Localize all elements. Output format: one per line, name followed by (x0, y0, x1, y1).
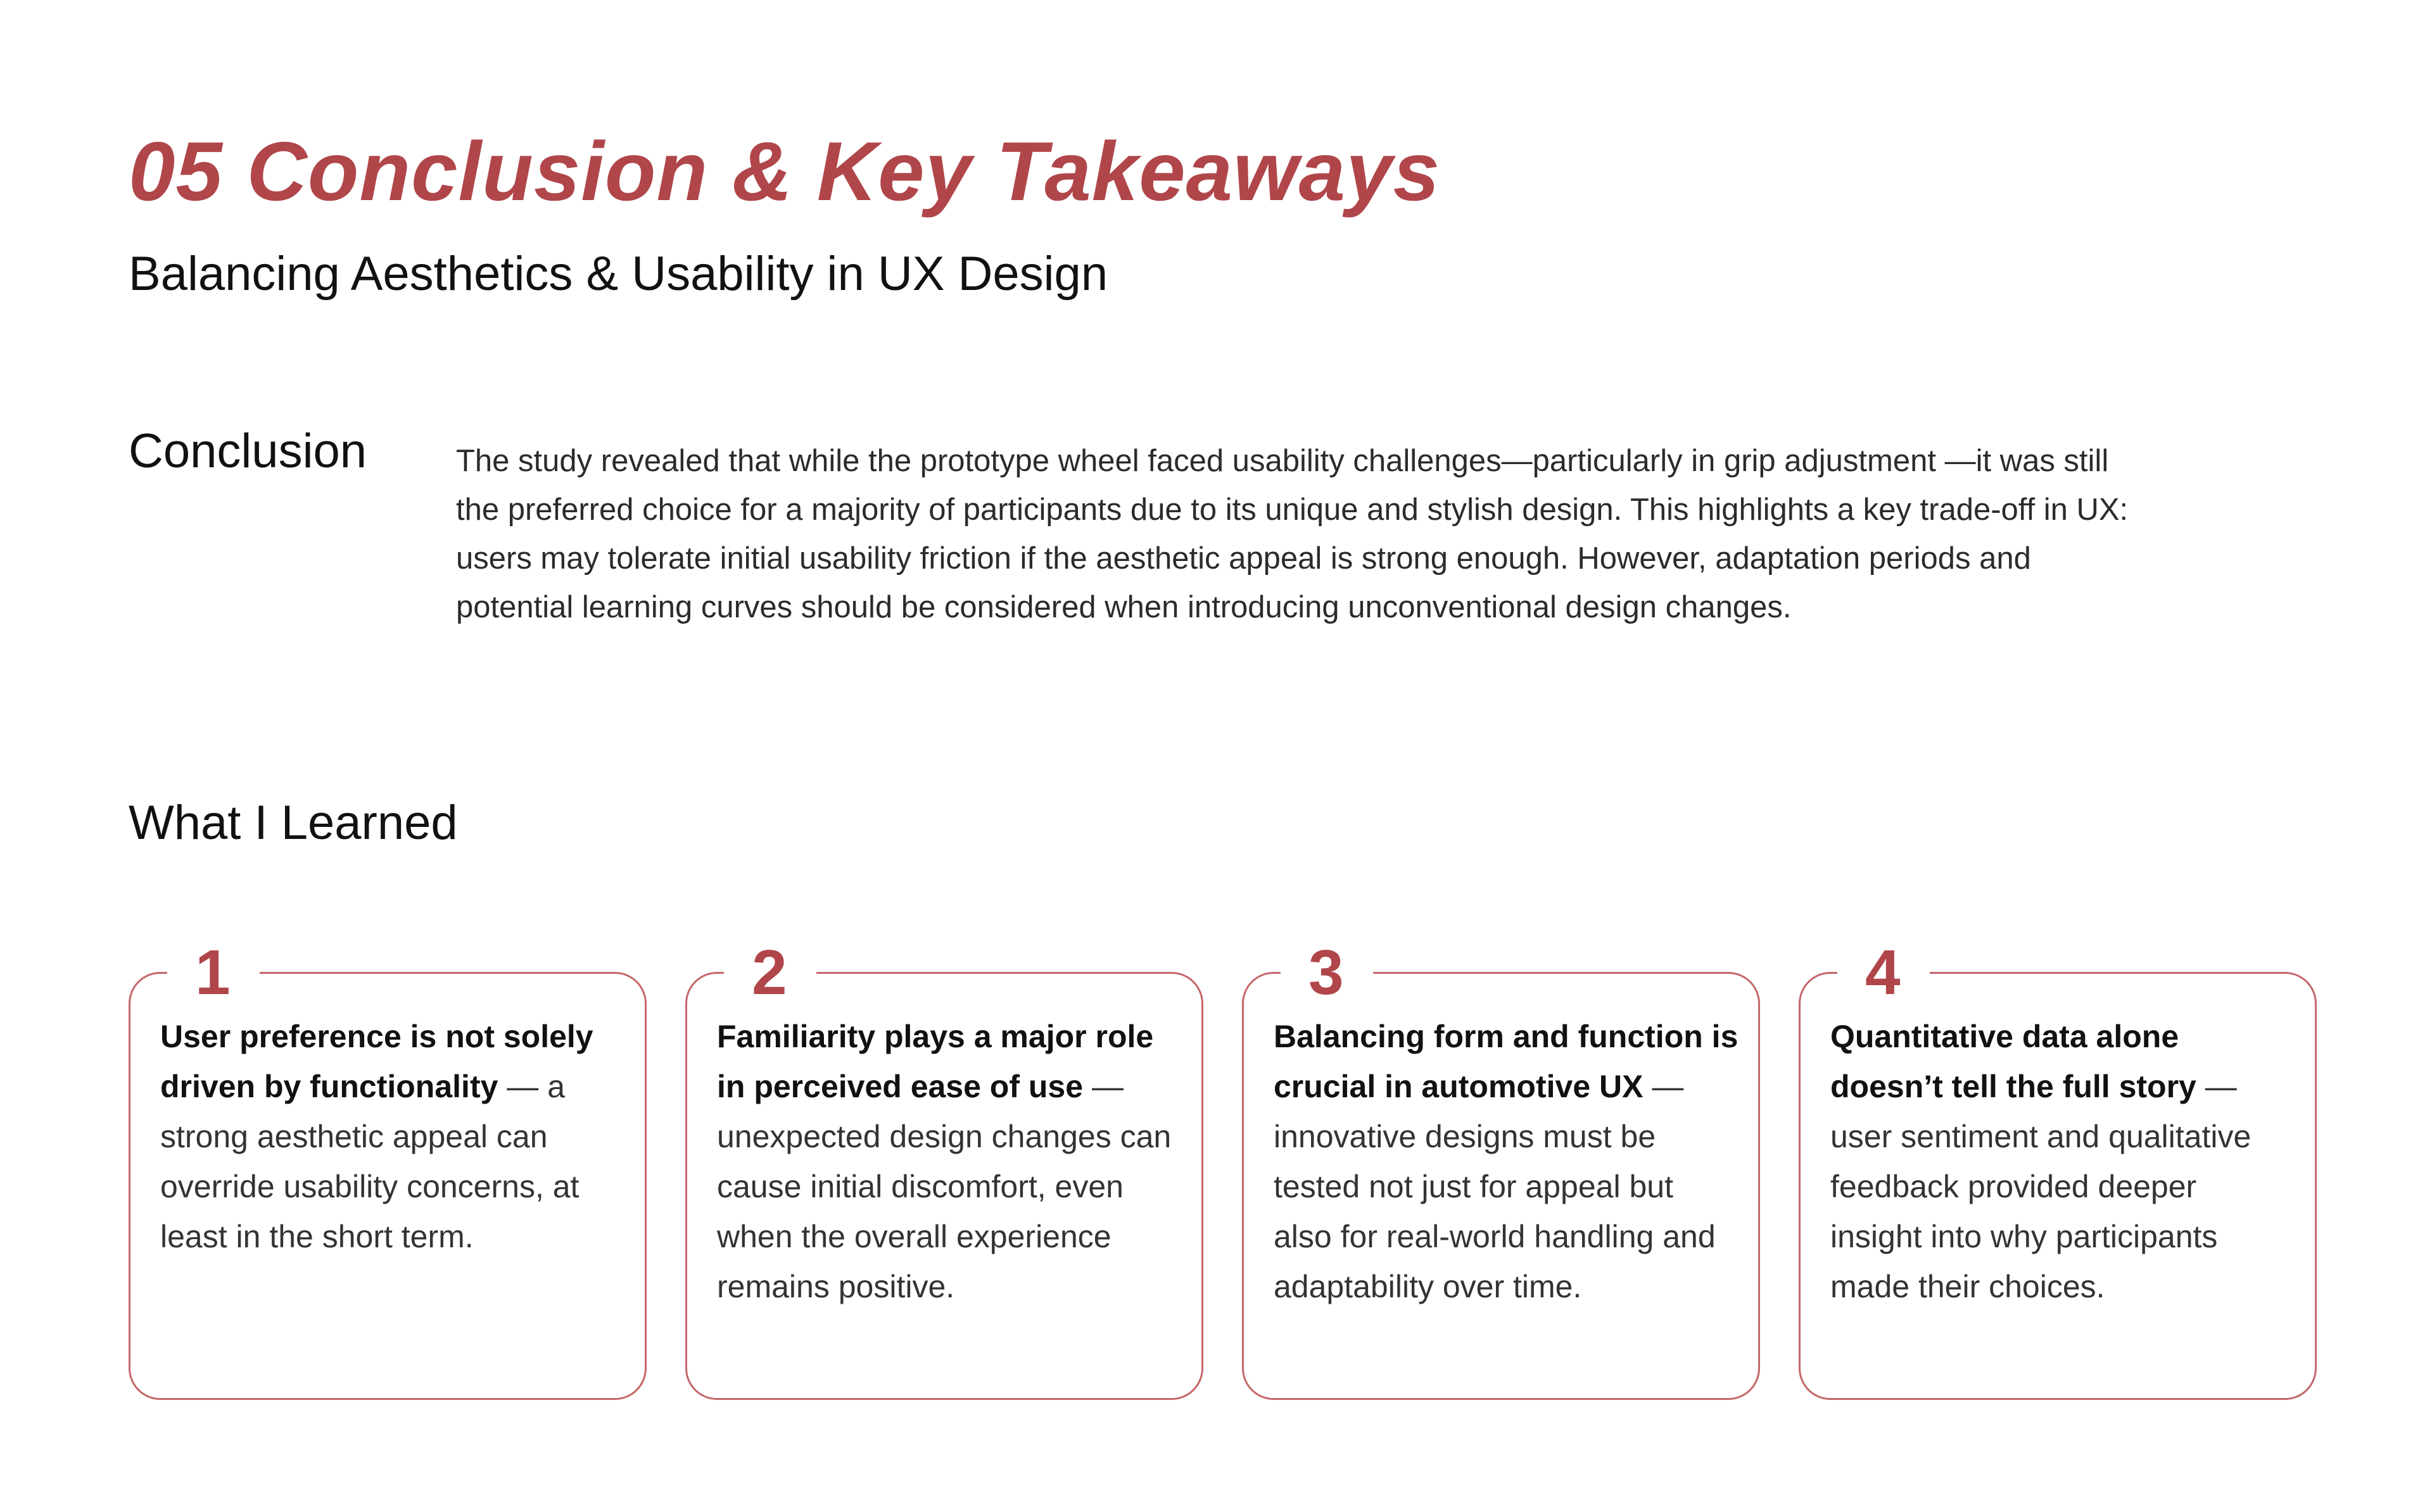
takeaway-number: 1 (167, 941, 260, 1004)
takeaway-card-3 (1242, 937, 1760, 1400)
conclusion-body: The study revealed that while the prototype wheel faced usability challenges—particularly in grip adjustment —it was still the preferred choice for a majority of participants due to its unique and stylish design. This highlights a key trade-off in UX: users may tolerate initial usability friction if the aesthetic appeal is strong enough. However, adaptation periods and potential learning curves should be considered when introducing unconventional design changes. (456, 444, 2129, 624)
takeaway-rest: — innovative designs must be tested not just for appeal but also for real-world handling and adaptability over time. (1274, 1069, 1716, 1304)
takeaway-number: 4 (1837, 941, 1930, 1004)
takeaway-rest: — a strong aesthetic appeal can override usability concerns, at least in the short term. (160, 1069, 580, 1254)
takeaway-rest: — user sentiment and qualitative feedback provided deeper insight into why participants made their choices. (1830, 1069, 2252, 1304)
takeaway-text (717, 1012, 1182, 1312)
what-i-learned-heading: What I Learned (129, 796, 458, 850)
page-title: 05 Conclusion & Key Takeaways (129, 125, 1440, 218)
takeaway-card-4 (1799, 937, 2317, 1400)
takeaway-rest: — unexpected design changes can cause initial discomfort, even when the overall experience remains positive. (717, 1069, 1172, 1304)
takeaway-number: 2 (724, 941, 816, 1004)
takeaway-bold: Balancing form and function is crucial in automotive UX (1274, 1019, 1738, 1104)
takeaway-text (1274, 1012, 1739, 1312)
page-subtitle: Balancing Aesthetics & Usability in UX Design (129, 247, 1108, 301)
takeaway-bold: Familiarity plays a major role in perceived ease of use (717, 1019, 1154, 1104)
takeaway-card-1 (129, 937, 647, 1400)
conclusion-heading: Conclusion (129, 424, 367, 478)
takeaway-text (1830, 1012, 2296, 1312)
takeaway-text (160, 1012, 626, 1262)
takeaway-number: 3 (1281, 941, 1373, 1004)
takeaway-card-2 (685, 937, 1203, 1400)
takeaway-bold: User preference is not solely driven by functionality (160, 1019, 593, 1104)
takeaway-bold: Quantitative data alone doesn’t tell the full story (1830, 1019, 2196, 1104)
